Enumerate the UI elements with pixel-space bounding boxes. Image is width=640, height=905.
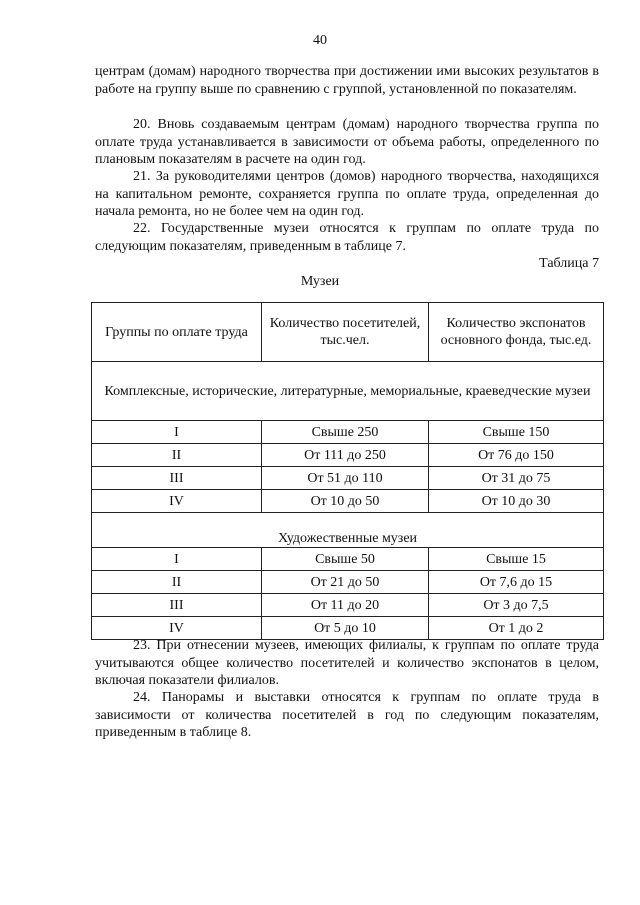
cell-visitors: От 10 до 50 <box>262 490 429 513</box>
header-groups: Группы по оплате труда <box>92 303 262 362</box>
section-row-complex <box>92 362 604 421</box>
cell-group: III <box>92 467 262 490</box>
cell-group: II <box>92 444 262 467</box>
header-visitors: Количество посетителей, тыс.чел. <box>262 303 429 362</box>
header-exhibits: Количество экспонатов основного фонда, тыс.ед. <box>429 303 604 362</box>
table-header-row <box>92 303 604 362</box>
cell-visitors: От 5 до 10 <box>262 617 429 640</box>
table-label: Таблица 7 <box>539 256 599 271</box>
paragraph-21: 21. За руководителями центров (домов) народного творчества, находящихся на капитальном ремонте, сохраняется группа по оплате труда, определенная до начала ремонта, но не более чем на один год. <box>95 169 599 219</box>
table-row <box>92 594 604 617</box>
paragraph-24: 24. Панорамы и выставки относятся к группам по оплате труда в зависимости от количества посетителей в год по следующим показателям, приведенным в таблице 8. <box>95 690 599 740</box>
paragraph-22: 22. Государственные музеи относятся к группам по оплате труда по следующим показателям, приведенным в таблице 7. <box>95 221 599 254</box>
cell-group: IV <box>92 490 262 513</box>
cell-group: II <box>92 571 262 594</box>
cell-group: I <box>92 548 262 571</box>
paragraph-20: 20. Вновь создаваемым центрам (домам) народного творчества группа по оплате труда устанавливается в зависимости от объема работы, определенного по плановым показателям в расчете на один год. <box>95 117 599 167</box>
cell-visitors: От 111 до 250 <box>262 444 429 467</box>
section-row-art <box>92 513 604 548</box>
paragraph-continuation: центрам (домам) народного творчества при достижении ими высоких результатов в работе на группу выше по сравнению с группой, установленной по показателям. <box>95 64 599 97</box>
cell-visitors: Свыше 50 <box>262 548 429 571</box>
section-title-art: Художественные музеи <box>92 513 604 548</box>
section-title-complex: Комплексные, исторические, литературные, мемориальные, краеведческие музеи <box>92 362 604 421</box>
page-number: 40 <box>313 33 327 48</box>
cell-visitors: От 21 до 50 <box>262 571 429 594</box>
cell-group: III <box>92 594 262 617</box>
cell-exhibits: Свыше 150 <box>429 421 604 444</box>
cell-exhibits: От 10 до 30 <box>429 490 604 513</box>
table-row <box>92 421 604 444</box>
cell-exhibits: От 31 до 75 <box>429 467 604 490</box>
paragraph-23: 23. При отнесении музеев, имеющих филиалы, к группам по оплате труда учитываются общее количество посетителей и количество экспонатов в целом, включая показатели филиалов. <box>95 638 599 688</box>
table-row <box>92 490 604 513</box>
cell-exhibits: Свыше 15 <box>429 548 604 571</box>
cell-exhibits: От 7,6 до 15 <box>429 571 604 594</box>
cell-visitors: Свыше 250 <box>262 421 429 444</box>
table-title: Музеи <box>300 274 340 289</box>
cell-visitors: От 11 до 20 <box>262 594 429 617</box>
cell-exhibits: От 76 до 150 <box>429 444 604 467</box>
table-row <box>92 571 604 594</box>
table-row <box>92 467 604 490</box>
cell-group: I <box>92 421 262 444</box>
cell-group: IV <box>92 617 262 640</box>
table-row <box>92 444 604 467</box>
cell-exhibits: От 3 до 7,5 <box>429 594 604 617</box>
table-row <box>92 548 604 571</box>
cell-visitors: От 51 до 110 <box>262 467 429 490</box>
cell-exhibits: От 1 до 2 <box>429 617 604 640</box>
museums-table <box>91 302 604 640</box>
